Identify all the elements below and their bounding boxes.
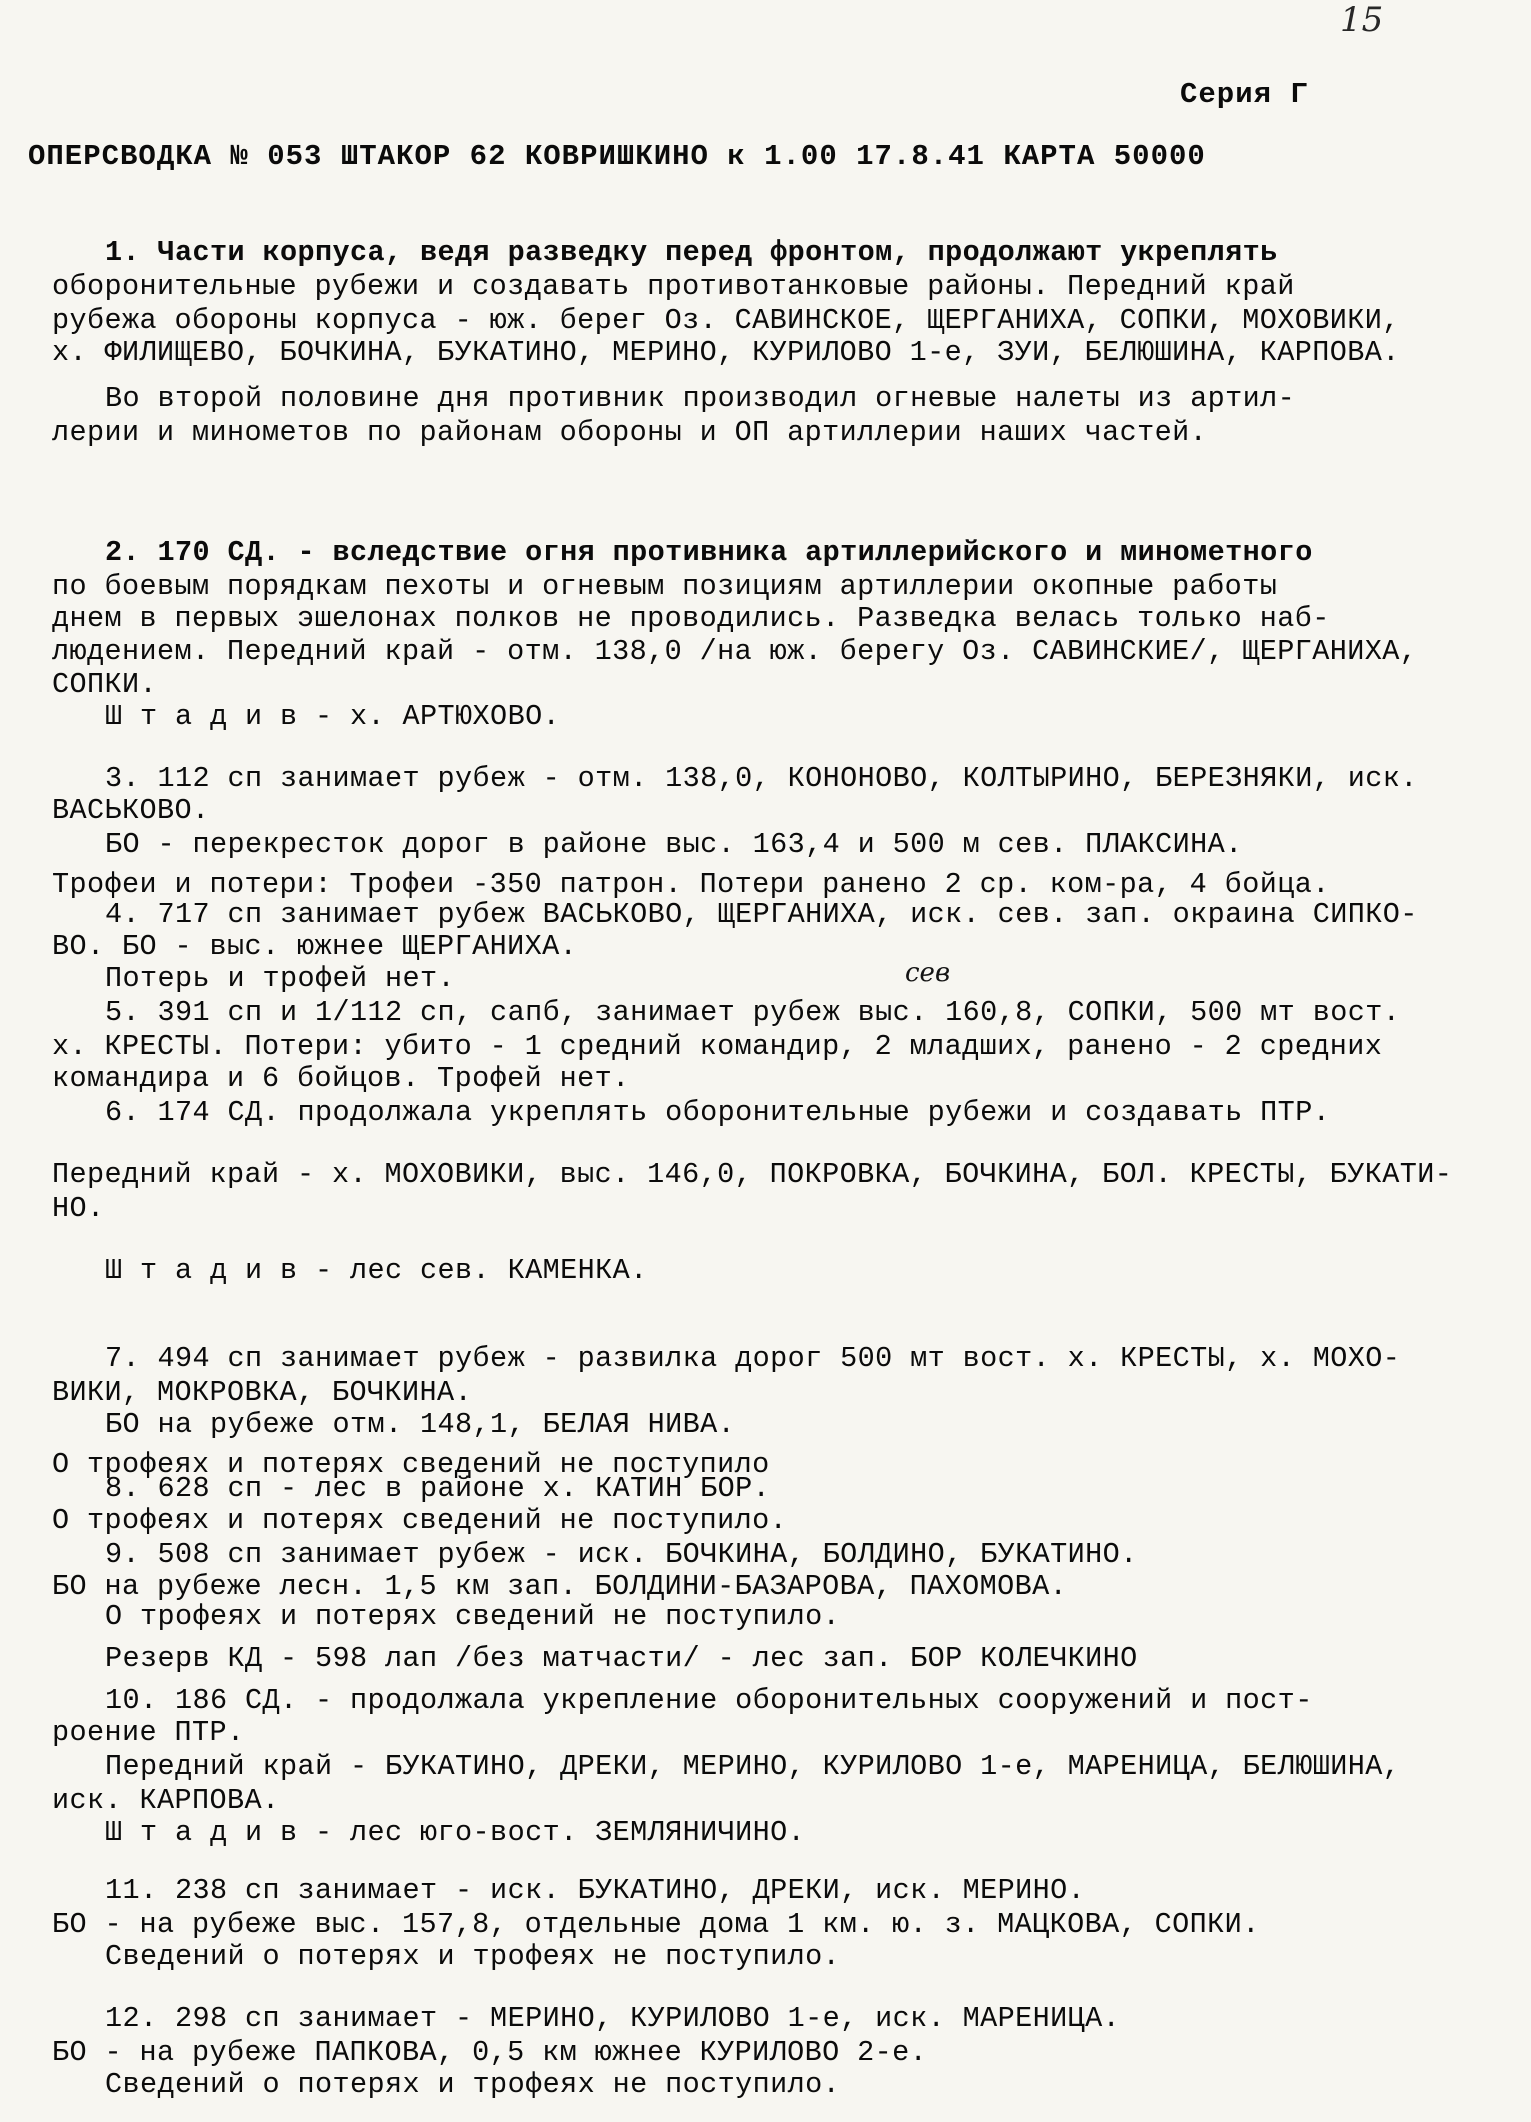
text-line: 7. 494 сп занимает рубеж - развилка дорог 500 мт вост. х. КРЕСТЫ, х. МОХО- bbox=[105, 1342, 1401, 1375]
text-line: ВАСЬКОВО. bbox=[52, 794, 210, 827]
text-line: командира и 6 бойцов. Трофей нет. bbox=[52, 1062, 630, 1095]
text-line: БО - на рубеже ПАПКОВА, 0,5 км южнее КУРИЛОВО 2-е. bbox=[52, 2036, 928, 2069]
text-line: БО на рубеже отм. 148,1, БЕЛАЯ НИВА. bbox=[105, 1408, 736, 1441]
text-line: 4. 717 сп занимает рубеж ВАСЬКОВО, ЩЕРГАНИХА, иск. сев. зап. окраина СИПКО- bbox=[105, 898, 1418, 931]
text-line: Резерв КД - 598 лап /без матчасти/ - лес зап. БОР КОЛЕЧКИНО bbox=[105, 1642, 1138, 1675]
text-line: 12. 298 сп занимает - МЕРИНО, КУРИЛОВО 1-е, иск. МАРЕНИЦА. bbox=[105, 2002, 1121, 2035]
text-line: днем в первых эшелонах полков не проводились. Разведка велась только наб- bbox=[52, 602, 1330, 635]
text-line: рубежа обороны корпуса - юж. берег Оз. САВИНСКОЕ, ЩЕРГАНИХА, СОПКИ, МОХОВИКИ, bbox=[52, 304, 1400, 337]
document-title: ОПЕРСВОДКА № 053 ШТАКОР 62 КОВРИШКИНО к 1.00 17.8.41 КАРТА 50000 bbox=[28, 140, 1206, 173]
text-line: Передний край - БУКАТИНО, ДРЕКИ, МЕРИНО, КУРИЛОВО 1-е, МАРЕНИЦА, БЕЛЮШИНА, bbox=[105, 1750, 1401, 1783]
text-line: 3. 112 сп занимает рубеж - отм. 138,0, КОНОНОВО, КОЛТЫРИНО, БЕРЕЗНЯКИ, иск. bbox=[105, 762, 1418, 795]
text-line: БО на рубеже лесн. 1,5 км зап. БОЛДИНИ-БАЗАРОВА, ПАХОМОВА. bbox=[52, 1570, 1068, 1603]
text-line: 11. 238 сп занимает - иск. БУКАТИНО, ДРЕКИ, иск. МЕРИНО. bbox=[105, 1874, 1086, 1907]
text-line: х. ФИЛИЩЕВО, БОЧКИНА, БУКАТИНО, МЕРИНО, КУРИЛОВО 1-е, ЗУИ, БЕЛЮШИНА, КАРПОВА. bbox=[52, 336, 1400, 369]
text-line: Сведений о потерях и трофеях не поступило. bbox=[105, 2068, 841, 2101]
text-line: Потерь и трофей нет. bbox=[105, 962, 456, 995]
text-line: Ш т а д и в - лес юго-вост. ЗЕМЛЯНИЧИНО. bbox=[105, 1816, 806, 1849]
text-line: Передний край - х. МОХОВИКИ, выс. 146,0, ПОКРОВКА, БОЧКИНА, БОЛ. КРЕСТЫ, БУКАТИ- bbox=[52, 1158, 1453, 1191]
text-line: по боевым порядкам пехоты и огневым позициям артиллерии окопные работы bbox=[52, 570, 1278, 603]
text-line: х. КРЕСТЫ. Потери: убито - 1 средний командир, 2 младших, ранено - 2 средних bbox=[52, 1030, 1383, 1063]
text-line: ВИКИ, МОКРОВКА, БОЧКИНА. bbox=[52, 1376, 473, 1409]
text-line: лерии и минометов по районам обороны и ОП артиллерии наших частей. bbox=[52, 416, 1208, 449]
text-line: Сведений о потерях и трофеях не поступило. bbox=[105, 1940, 841, 1973]
text-line: НО. bbox=[52, 1192, 105, 1225]
text-line: ВО. БО - выс. южнее ЩЕРГАНИХА. bbox=[52, 930, 578, 963]
text-line: БО - перекресток дорог в районе выс. 163,4 и 500 м сев. ПЛАКСИНА. bbox=[105, 828, 1243, 861]
text-line: 8. 628 сп - лес в районе х. КАТИН БОР. bbox=[105, 1472, 771, 1505]
text-line: БО - на рубеже выс. 157,8, отдельные дома 1 км. ю. з. МАЦКОВА, СОПКИ. bbox=[52, 1908, 1260, 1941]
text-line: О трофеях и потерях сведений не поступило bbox=[52, 1448, 770, 1481]
text-line: О трофеях и потерях сведений не поступило. bbox=[105, 1600, 841, 1633]
text-line: Во второй половине дня противник производил огневые налеты из артил- bbox=[105, 382, 1296, 415]
text-line: 6. 174 СД. продолжала укреплять оборонительные рубежи и создавать ПТР. bbox=[105, 1096, 1331, 1129]
text-line: 5. 391 сп и 1/112 сп, сапб, занимает рубеж выс. 160,8, СОПКИ, 500 мт вост. bbox=[105, 996, 1401, 1029]
text-line: оборонительные рубежи и создавать противотанковые районы. Передний край bbox=[52, 270, 1295, 303]
text-line: 9. 508 сп занимает рубеж - иск. БОЧКИНА, БОЛДИНО, БУКАТИНО. bbox=[105, 1538, 1138, 1571]
text-line: Ш т а д и в - лес сев. КАМЕНКА. bbox=[105, 1254, 648, 1287]
text-line: Ш т а д и в - х. АРТЮХОВО. bbox=[105, 700, 561, 733]
handwritten-note: сев bbox=[905, 958, 951, 988]
text-line: 1. Части корпуса, ведя разведку перед фронтом, продолжают укреплять bbox=[105, 236, 1278, 269]
text-line: Трофеи и потери: Трофеи -350 патрон. Потери ранено 2 ср. ком-ра, 4 бойца. bbox=[52, 868, 1330, 901]
text-line: О трофеях и потерях сведений не поступило. bbox=[52, 1504, 788, 1537]
page-number: 15 bbox=[1340, 0, 1384, 40]
text-line: людением. Передний край - отм. 138,0 /на юж. берегу Оз. САВИНСКИЕ/, ЩЕРГАНИХА, bbox=[52, 635, 1418, 668]
text-line: 2. 170 СД. - вследствие огня противника артиллерийского и минометного bbox=[105, 536, 1313, 569]
text-line: СОПКИ. bbox=[52, 668, 158, 701]
text-line: иск. КАРПОВА. bbox=[52, 1784, 280, 1817]
text-line: роение ПТР. bbox=[52, 1716, 245, 1749]
series-label: Серия Г bbox=[1180, 78, 1309, 111]
text-line: 10. 186 СД. - продолжала укрепление оборонительных сооружений и пост- bbox=[105, 1684, 1313, 1717]
